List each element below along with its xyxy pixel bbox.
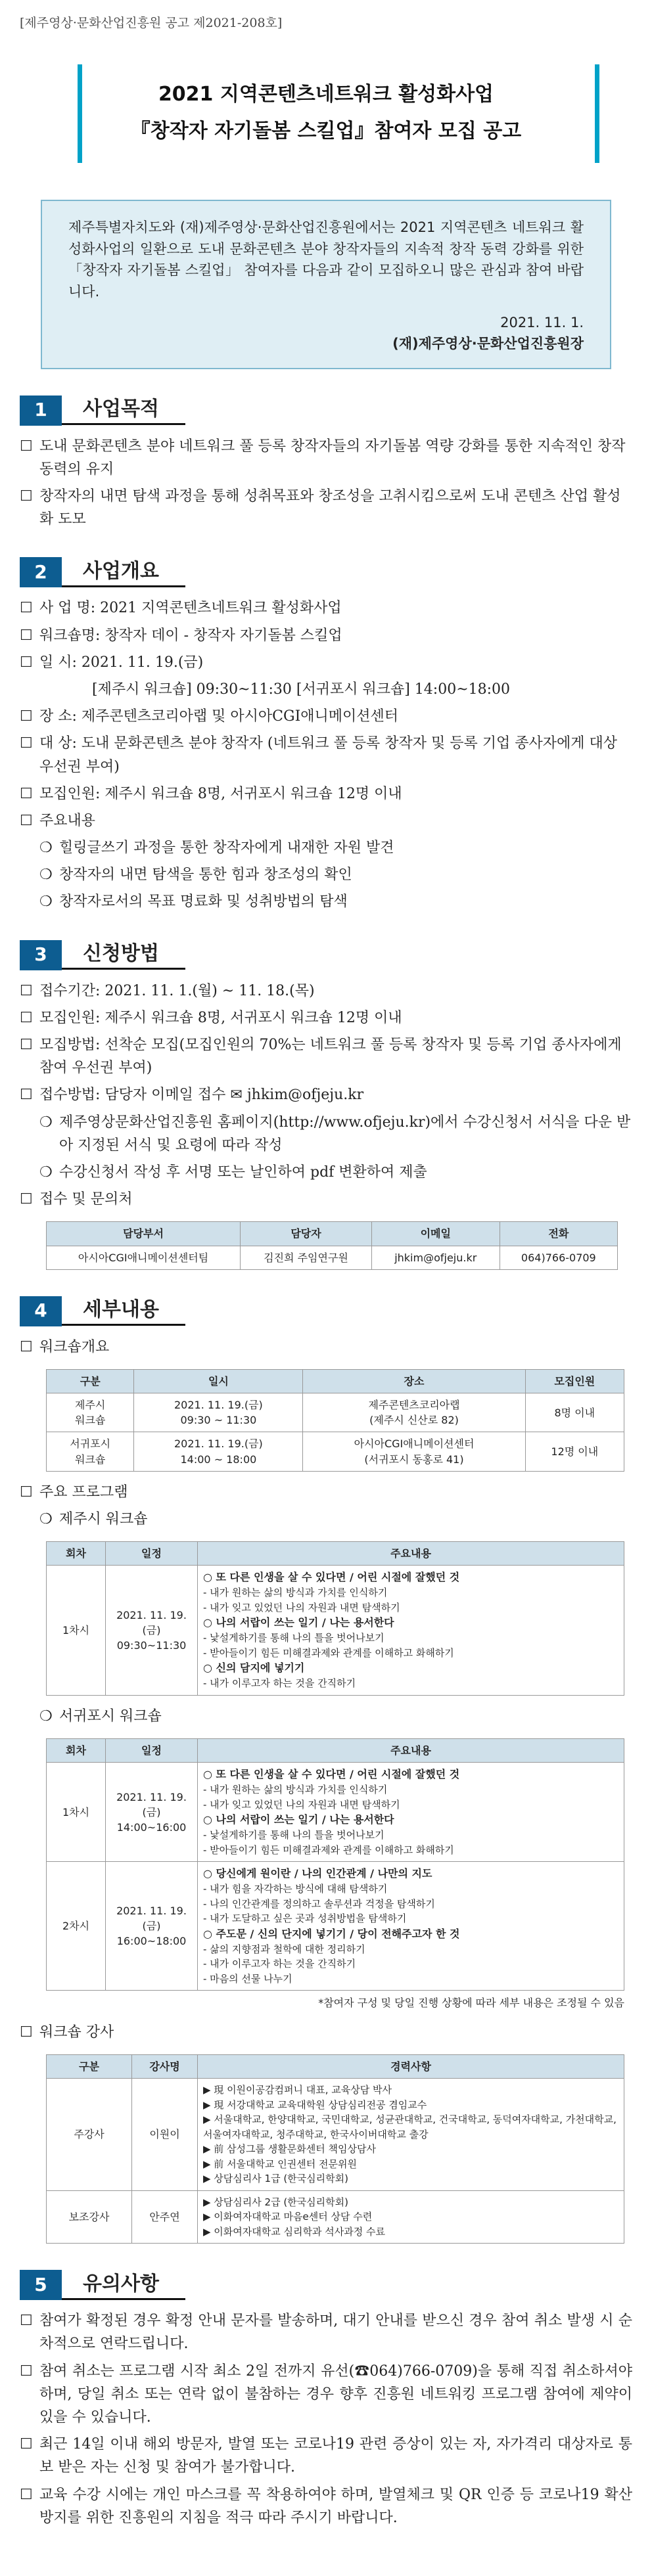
checkbox-square-icon: ☐ xyxy=(20,2436,33,2453)
title-left-bar xyxy=(78,64,82,163)
circle-bullet-icon: ❍ xyxy=(39,1707,53,1725)
instructor-type: 주강사 xyxy=(47,2079,132,2191)
career-line: ▶ 現 서강대학교 교육대학원 상담심리전공 겸임교수 xyxy=(203,2098,427,2111)
circle-bullet-icon: ❍ xyxy=(39,893,53,911)
circle-bullet-icon: ❍ xyxy=(39,1511,53,1528)
program-line: - 내가 잊고 있었던 나의 자원과 내면 탐색하기 xyxy=(203,1601,400,1614)
instructor-table xyxy=(46,2054,624,2244)
intro-date: 2021. 11. 1. xyxy=(500,314,584,330)
detail-overview-label: 워크숍개요 xyxy=(39,1338,110,1355)
notice-item: 교육 수강 시에는 개인 마스크를 꼭 착용하여야 하며, 발열체크 및 QR 인증 등 코로나19 확산 방지를 위한 진흥원의 지침을 적극 따라 주시기 바랍니다. xyxy=(39,2486,632,2526)
overview-type: 서귀포시 워크숍 xyxy=(47,1432,134,1471)
checkbox-square-icon: ☐ xyxy=(20,488,33,505)
overview-place: 아시아CGI애니메이션센터 (서귀포시 동홍로 41) xyxy=(303,1432,525,1471)
checkbox-square-icon: ☐ xyxy=(20,2023,33,2041)
purpose-item: 도내 문화콘텐츠 분야 네트워크 풀 등록 창작자들의 자기돌봄 역량 강화를 통한 지속적인 창작 동력의 유지 xyxy=(39,438,626,478)
contact-dept: 아시아CGI애니메이션센터팀 xyxy=(47,1246,241,1269)
overview-datetime: 2021. 11. 19.(금) 14:00 ~ 18:00 xyxy=(134,1432,303,1471)
instructor-name: 이원이 xyxy=(132,2079,198,2191)
checkbox-square-icon: ☐ xyxy=(20,812,33,829)
section-title: 사업목적 xyxy=(62,395,185,425)
contact-email-link[interactable]: jhkim@ofjeju.kr xyxy=(371,1246,500,1269)
program-line: ○ 또 다른 인생을 살 수 있다면 / 어린 시절에 잘했던 것 xyxy=(203,1571,460,1584)
overview-content-label: 주요내용 xyxy=(39,812,96,829)
checkbox-square-icon: ☐ xyxy=(20,1087,33,1104)
contact-phone: 064)766-0709 xyxy=(500,1246,617,1269)
checkbox-square-icon: ☐ xyxy=(20,708,33,725)
table-row xyxy=(47,2079,624,2191)
program-line: - 낯설게하기를 통해 나의 틀을 벗어나보기 xyxy=(203,1829,384,1842)
jeju-program-table-wrap xyxy=(46,1541,624,1696)
notice-item: 참여가 확정된 경우 확정 안내 문자를 발송하며, 대기 안내를 받으신 경우 참여 취소 발생 시 순차적으로 연락드립니다. xyxy=(39,2313,632,2353)
table-row xyxy=(47,1393,624,1432)
intro-body: 제주특별자치도와 (재)제주영상·문화산업진흥원에서는 2021 지역콘텐츠 네트워크 활성화사업의 일환으로 도내 문화콘텐츠 분야 창작자들의 지속적 창작 동력 강화를 위한 「창작자 자기돌봄 스킬업」 참여자를 다음과 같이 모집하오니 많은 관심과 참여 바랍니다. xyxy=(68,219,584,300)
overview-capacity: 12명 이내 xyxy=(525,1432,624,1471)
instructor-header: 강사명 xyxy=(132,2055,198,2079)
career-line: ▶ 現 이원이공감컴퍼니 대표, 교육상담 박사 xyxy=(203,2084,392,2096)
career-line: ▶ 이화여자대학교 마음e센터 상담 수련 xyxy=(203,2211,373,2223)
title-box xyxy=(20,64,632,163)
contact-header: 담당자 xyxy=(241,1222,372,1246)
checkbox-square-icon: ☐ xyxy=(20,2486,33,2503)
contact-header: 전화 xyxy=(500,1222,617,1246)
table-row xyxy=(47,1862,624,1991)
title-line2: 『창작자 자기돌봄 스킬업』참여자 모집 공고 xyxy=(130,120,522,143)
announcement-number: [제주영상·문화산업진흥원 공고 제2021-208호] xyxy=(20,16,283,30)
notice-list xyxy=(20,2309,632,2529)
program-round: 1차시 xyxy=(47,1763,106,1862)
checkbox-square-icon: ☐ xyxy=(20,785,33,802)
seogwipo-label: 서귀포시 워크숍 xyxy=(59,1707,162,1725)
table-row xyxy=(47,2190,624,2244)
detail-overview xyxy=(20,1336,632,1359)
overview-header: 일시 xyxy=(134,1369,303,1393)
checkbox-square-icon: ☐ xyxy=(20,1037,33,1054)
program-schedule: 2021. 11. 19. (금) 09:30~11:30 xyxy=(106,1566,198,1696)
program-line: - 받아들이기 힘든 미해결과제와 관계를 이해하고 화해하기 xyxy=(203,1646,454,1659)
career-line: ▶ 상담심리사 2급 (한국심리학회) xyxy=(203,2196,348,2208)
overview-date: 일 시: 2021. 11. 19.(금) xyxy=(39,654,204,671)
program-line: - 내가 도달하고 싶은 곳과 성취방법을 탐색하기 xyxy=(203,1912,407,1925)
program-line: ○ 당신에게 원이란 / 나의 인간관계 / 나만의 지도 xyxy=(203,1867,432,1880)
program-content xyxy=(198,1566,624,1696)
program-note: *참여자 구성 및 당일 진행 상황에 따라 세부 내용은 조정될 수 있음 xyxy=(318,1997,624,2010)
checkbox-square-icon: ☐ xyxy=(20,2362,33,2380)
seogwipo-program-table-wrap xyxy=(46,1738,624,2012)
program-section xyxy=(20,1481,632,1531)
program-schedule: 2021. 11. 19. (금) 14:00~16:00 xyxy=(106,1763,198,1862)
program-header: 회차 xyxy=(47,1542,106,1566)
section-5-header xyxy=(20,2270,632,2300)
career-line: ▶ 서울대학교, 한양대학교, 국민대학교, 성균관대학교, 건국대학교, 동덕여자대학교, 가천대학교, 서울여자대학교, 청주대학교, 한국사이버대학교 출강 xyxy=(203,2113,617,2140)
program-header: 주요내용 xyxy=(198,1739,624,1763)
table-row xyxy=(47,1246,618,1269)
notice-item: 참여 취소는 프로그램 시작 최소 2일 전까지 유선(☎064)766-0709)을 통해 직접 취소하셔야 하며, 당일 취소 또는 연락 없이 불참하는 경우 향후 진흥원 네트워킹 프로그램 참여에 제약이 있을 수 있습니다. xyxy=(39,2362,632,2426)
section-number: 5 xyxy=(20,2270,62,2300)
jeju-label: 제주시 워크숍 xyxy=(59,1511,148,1528)
career-line: ▶ 前 삼성그룹 생활문화센터 책임상담사 xyxy=(203,2143,376,2156)
circle-bullet-icon: ❍ xyxy=(39,840,53,857)
checkbox-square-icon: ☐ xyxy=(20,982,33,999)
career-line: ▶ 이화여자대학교 심리학과 석사과정 수료 xyxy=(203,2225,385,2238)
overview-type: 제주시 워크숍 xyxy=(47,1393,134,1432)
notice-item: 최근 14일 이내 해외 방문자, 발열 또는 코로나19 관련 증상이 있는 자, 자가격리 대상자로 통보 받은 자는 신청 및 참여가 불가합니다. xyxy=(39,2436,632,2476)
overview-venue: 장 소: 제주콘텐츠코리아랩 및 아시아CGI애니메이션센터 xyxy=(39,708,399,725)
checkbox-square-icon: ☐ xyxy=(20,438,33,455)
program-line: - 내가 이루고자 하는 것을 간직하기 xyxy=(203,1677,356,1690)
apply-receipt-sub1: 제주영상문화산업진흥원 홈페이지(http://www.ofjeju.kr)에서 수강신청서 서식을 다운 받아 지정된 서식 및 요령에 따라 작성 xyxy=(59,1114,631,1154)
overview-content-item: 힐링글쓰기 과정을 통한 창작자에게 내재한 자원 발견 xyxy=(59,840,394,857)
apply-recruit: 모집인원: 제주시 워크숍 8명, 서귀포시 워크숍 12명 이내 xyxy=(39,1009,402,1026)
section-number: 2 xyxy=(20,557,62,587)
apply-list xyxy=(20,980,632,1211)
contact-person: 김진희 주임연구원 xyxy=(241,1246,372,1269)
program-content xyxy=(198,1763,624,1862)
contact-table-wrap xyxy=(46,1221,618,1269)
program-round: 1차시 xyxy=(47,1566,106,1696)
program-line: ○ 나의 서랍이 쓰는 일기 / 나는 용서한다 xyxy=(203,1616,394,1629)
program-line: - 마음의 선물 나누기 xyxy=(203,1972,292,1985)
program-line: - 삶의 지향점과 철학에 대한 정리하기 xyxy=(203,1943,365,1955)
checkbox-square-icon: ☐ xyxy=(20,1483,33,1501)
apply-contact-label: 접수 및 문의처 xyxy=(39,1191,133,1208)
table-row xyxy=(47,1566,624,1696)
instructor-career xyxy=(198,2190,624,2244)
apply-receipt-sub2: 수강신청서 작성 후 서명 또는 날인하여 pdf 변환하여 제출 xyxy=(59,1164,427,1181)
workshop-overview-table-wrap xyxy=(46,1369,624,1472)
instructor-type: 보조강사 xyxy=(47,2190,132,2244)
program-header: 주요내용 xyxy=(198,1542,624,1566)
workshop-overview-table xyxy=(46,1369,624,1472)
checkbox-square-icon: ☐ xyxy=(20,2313,33,2330)
overview-header: 장소 xyxy=(303,1369,525,1393)
section-3-header xyxy=(20,940,632,970)
seogwipo-program-table xyxy=(46,1738,624,1991)
program-header: 일정 xyxy=(106,1739,198,1763)
apply-period: 접수기간: 2021. 11. 1.(월) ~ 11. 18.(목) xyxy=(39,982,315,999)
overview-capacity: 8명 이내 xyxy=(525,1393,624,1432)
table-row xyxy=(47,1763,624,1862)
program-line: - 나의 인간관계를 정의하고 솔루션과 걱정을 탐색하기 xyxy=(203,1897,435,1910)
overview-header: 모집인원 xyxy=(525,1369,624,1393)
program-line: ○ 나의 서랍이 쓰는 일기 / 나는 용서한다 xyxy=(203,1813,394,1826)
overview-date-detail: [제주시 워크숍] 09:30~11:30 [서귀포시 워크숍] 14:00~18:00 xyxy=(92,681,511,698)
jeju-program-table xyxy=(46,1541,624,1696)
section-number: 4 xyxy=(20,1296,62,1326)
program-line: - 낯설게하기를 통해 나의 틀을 벗어나보기 xyxy=(203,1632,384,1644)
apply-method: 모집방법: 선착순 모집(모집인원의 70%는 네트워크 풀 등록 창작자 및 등록 기업 종사자에게 참여 우선권 부여) xyxy=(39,1037,622,1077)
program-schedule: 2021. 11. 19. (금) 16:00~18:00 xyxy=(106,1862,198,1991)
intro-org: (재)제주영상·문화산업진흥원장 xyxy=(392,336,584,352)
section-title: 사업개요 xyxy=(62,558,185,587)
checkbox-square-icon: ☐ xyxy=(20,627,33,644)
contact-header: 이메일 xyxy=(371,1222,500,1246)
checkbox-square-icon: ☐ xyxy=(20,654,33,671)
instructor-name: 안주연 xyxy=(132,2190,198,2244)
overview-datetime: 2021. 11. 19.(금) 09:30 ~ 11:30 xyxy=(134,1393,303,1432)
program-round: 2차시 xyxy=(47,1862,106,1991)
checkbox-square-icon: ☐ xyxy=(20,1338,33,1355)
contact-table xyxy=(46,1221,618,1269)
intro-box xyxy=(41,200,611,369)
section-4-header xyxy=(20,1296,632,1326)
section-title: 세부내용 xyxy=(62,1296,185,1326)
program-line: - 내가 힘을 자각하는 방식에 대해 탐색하기 xyxy=(203,1883,388,1895)
overview-recruit: 모집인원: 제주시 워크숍 8명, 서귀포시 워크숍 12명 이내 xyxy=(39,785,402,802)
program-line: - 내가 잊고 있었던 나의 자원과 내면 탐색하기 xyxy=(203,1798,400,1811)
checkbox-square-icon: ☐ xyxy=(20,735,33,752)
circle-bullet-icon: ❍ xyxy=(39,1164,53,1181)
instructor-label: 워크숍 강사 xyxy=(39,2023,114,2041)
program-header: 회차 xyxy=(47,1739,106,1763)
section-2-header xyxy=(20,557,632,587)
purpose-list xyxy=(20,435,632,531)
program-header: 일정 xyxy=(106,1542,198,1566)
program-line: - 내가 이루고자 하는 것을 간직하기 xyxy=(203,1958,356,1970)
purpose-item: 창작자의 내면 탐색 과정을 통해 성취목표와 창조성을 고취시킴으로써 도내 콘텐츠 산업 활성화 도모 xyxy=(39,488,621,528)
overview-name: 사 업 명: 2021 지역콘텐츠네트워크 활성화사업 xyxy=(39,600,342,617)
overview-target: 대 상: 도내 문화콘텐츠 분야 창작자 (네트워크 풀 등록 창작자 및 등록 기업 종사자에게 대상 우선권 부여) xyxy=(39,735,617,775)
program-line: - 받아들이기 힘든 미해결과제와 관계를 이해하고 화해하기 xyxy=(203,1843,454,1856)
section-title: 유의사항 xyxy=(62,2271,185,2300)
program-line: - 내가 원하는 삶의 방식과 가치를 인식하기 xyxy=(203,1784,388,1796)
checkbox-square-icon: ☐ xyxy=(20,1191,33,1208)
contact-header: 담당부서 xyxy=(47,1222,241,1246)
overview-header: 구분 xyxy=(47,1369,134,1393)
section-1-header xyxy=(20,395,632,426)
overview-content-item: 창작자로서의 목표 명료화 및 성취방법의 탐색 xyxy=(59,893,348,911)
program-line: ○ 신의 담지에 넣기기 xyxy=(203,1661,305,1675)
section-title: 신청방법 xyxy=(62,940,185,970)
apply-receipt: 접수방법: 담당자 이메일 접수 ✉ jhkim@ofjeju.kr xyxy=(39,1087,364,1104)
title-right-bar xyxy=(595,64,599,163)
overview-list xyxy=(20,597,632,913)
overview-place: 제주콘텐츠코리아랩 (제주시 신산로 82) xyxy=(303,1393,525,1432)
program-line: ○ 또 다른 인생을 살 수 있다면 / 어린 시절에 잘했던 것 xyxy=(203,1768,460,1781)
checkbox-square-icon: ☐ xyxy=(20,600,33,617)
instructor-header: 경력사항 xyxy=(198,2055,624,2079)
instructor-table-wrap xyxy=(46,2054,624,2244)
overview-content-item: 창작자의 내면 탐색을 통한 힘과 창조성의 확인 xyxy=(59,867,352,884)
overview-workshop: 워크숍명: 창작자 데이 - 창작자 자기돌봄 스킬업 xyxy=(39,627,342,644)
table-row xyxy=(47,1432,624,1471)
program-line: ○ 주도문 / 신의 단지에 넣기기 / 당이 전해주고자 한 것 xyxy=(203,1927,460,1940)
instructor-career xyxy=(198,2079,624,2191)
instructor-section xyxy=(20,2021,632,2044)
career-line: ▶ 상담심리사 1급 (한국심리학회) xyxy=(203,2173,348,2185)
seogwipo-section xyxy=(20,1705,632,1728)
circle-bullet-icon: ❍ xyxy=(39,1114,53,1131)
program-line: - 내가 원하는 삶의 방식과 가치를 인식하기 xyxy=(203,1587,388,1599)
circle-bullet-icon: ❍ xyxy=(39,867,53,884)
overview-contents xyxy=(20,836,632,914)
section-number: 1 xyxy=(20,395,62,426)
title-line1: 2021 지역콘텐츠네트워크 활성화사업 xyxy=(158,83,494,106)
instructor-header: 구분 xyxy=(47,2055,132,2079)
program-content xyxy=(198,1862,624,1991)
program-label: 주요 프로그램 xyxy=(39,1483,128,1501)
section-number: 3 xyxy=(20,940,62,970)
checkbox-square-icon: ☐ xyxy=(20,1009,33,1026)
career-line: ▶ 前 서울대학교 인권센터 전문위원 xyxy=(203,2158,357,2170)
